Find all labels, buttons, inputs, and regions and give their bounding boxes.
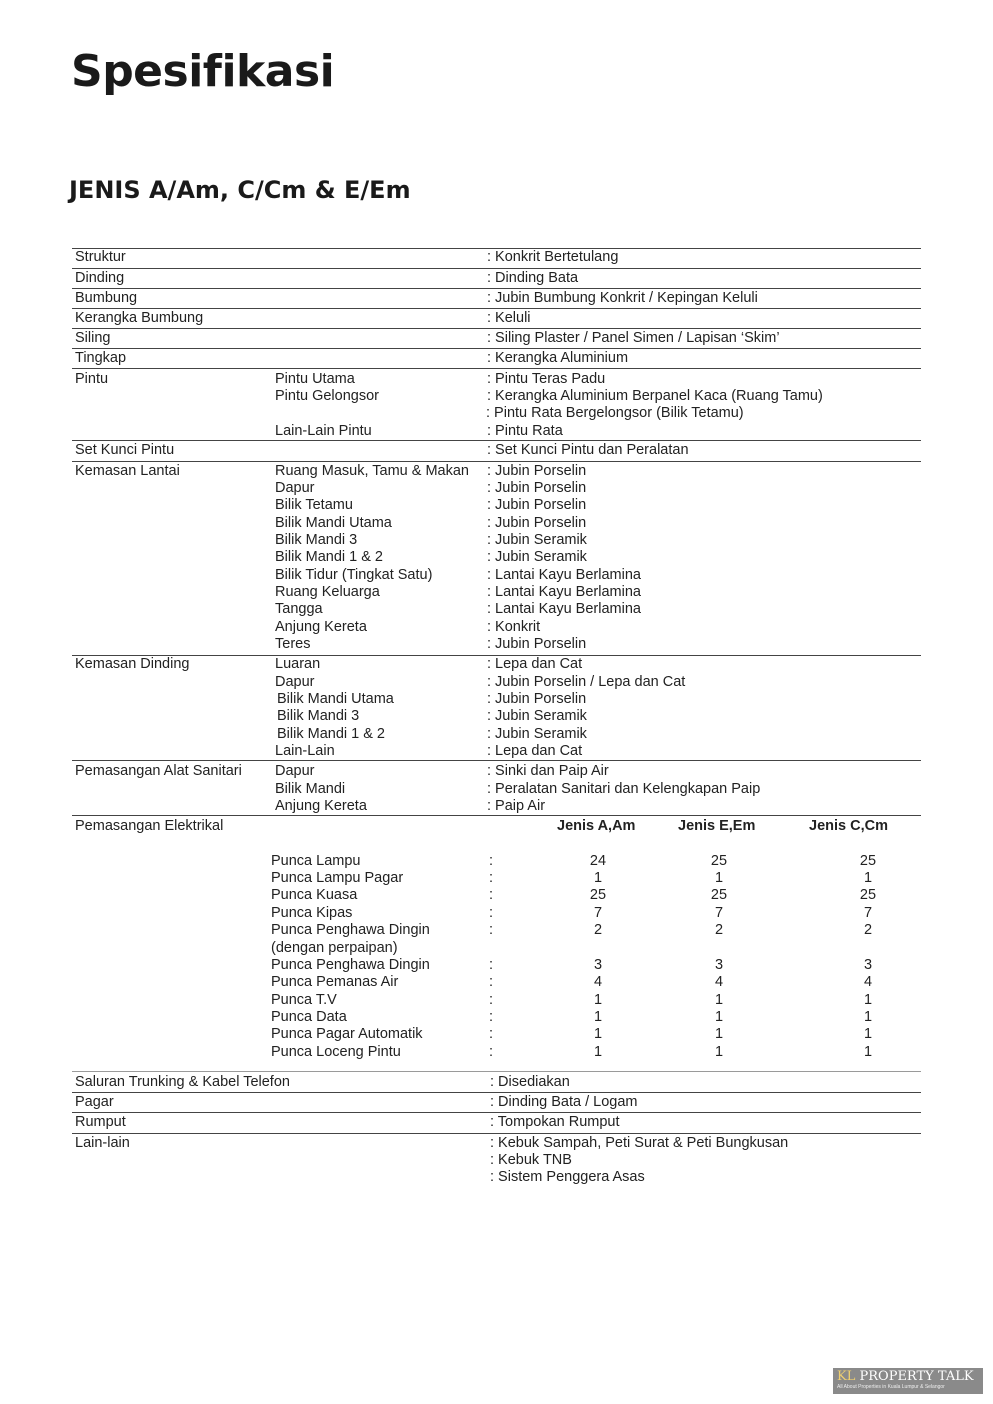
row-label-set-kunci: Set Kunci Pintu (75, 442, 175, 458)
row-divider (72, 815, 921, 816)
row-sub-label: Punca Pemanas Air (271, 974, 399, 990)
row-label-dinding: Dinding (75, 270, 125, 286)
row-value-pagar: : Dinding Bata / Logam (490, 1094, 638, 1110)
logo-kl: KL (837, 1369, 856, 1384)
row-sub-label: Teres (275, 636, 311, 652)
row-colon: : (489, 905, 494, 921)
value-jenis-c: 4 (863, 974, 873, 990)
column-header-jenis-e: Jenis E,Em (678, 818, 756, 834)
row-label-struktur: Struktur (75, 249, 126, 265)
row-sub-label: Pintu Utama (275, 371, 355, 387)
value-jenis-a: 1 (593, 1044, 603, 1060)
value-jenis-c: 1 (863, 1044, 873, 1060)
row-sub-value: : Lepa dan Cat (487, 656, 583, 672)
row-label-pagar: Pagar (75, 1094, 114, 1110)
row-sub-label: Punca Data (271, 1009, 347, 1025)
column-header-jenis-a: Jenis A,Am (557, 818, 636, 834)
row-value-bumbung: : Jubin Bumbung Konkrit / Kepingan Keluli (487, 290, 758, 306)
row-sub-label: Punca Penghawa Dingin (271, 957, 430, 973)
row-sub-value: : Jubin Seramik (487, 549, 587, 565)
row-sub-label: Dapur (275, 480, 315, 496)
row-sub-label: Lain-Lain (275, 743, 335, 759)
page-title: Spesifikasi (71, 46, 335, 97)
value-jenis-e: 25 (710, 853, 728, 869)
row-label-kemasan-dinding: Kemasan Dinding (75, 656, 190, 672)
value-jenis-a: 25 (589, 887, 607, 903)
row-sub-label: Tangga (275, 601, 323, 617)
value-jenis-a: 4 (593, 974, 603, 990)
row-colon: : (489, 992, 494, 1008)
row-sub-label: Luaran (275, 656, 321, 672)
row-divider (72, 368, 921, 369)
row-value-trunking: : Disediakan (490, 1074, 570, 1090)
row-value-rumput: : Tompokan Rumput (490, 1114, 620, 1130)
row-colon: : (489, 853, 494, 869)
row-sub-label: Punca Lampu (271, 853, 361, 869)
value-jenis-c: 1 (863, 992, 873, 1008)
row-sub-value: : Kerangka Aluminium Berpanel Kaca (Ruang Tamu) (487, 388, 823, 404)
row-sub-label: Bilik Mandi (275, 781, 346, 797)
value-jenis-e: 1 (714, 992, 724, 1008)
row-value-dinding: : Dinding Bata (487, 270, 579, 286)
row-sub-value: : Lantai Kayu Berlamina (487, 601, 641, 617)
row-sub-label: Lain-Lain Pintu (275, 423, 372, 439)
row-sub-label: Punca Kuasa (271, 887, 358, 903)
row-sub-value: : Pintu Rata (487, 423, 563, 439)
row-sub-value: : Lantai Kayu Berlamina (487, 567, 641, 583)
row-divider (72, 348, 921, 349)
row-sub-label: Bilik Mandi 3 (277, 708, 360, 724)
value-jenis-c: 1 (863, 870, 873, 886)
value-jenis-e: 1 (714, 1044, 724, 1060)
row-sub-value: : Jubin Seramik (487, 532, 587, 548)
row-sub-label: Punca Penghawa Dingin (271, 922, 430, 938)
row-sub-label: Bilik Mandi Utama (275, 515, 392, 531)
row-label-tingkap: Tingkap (75, 350, 127, 366)
row-sub-label: Bilik Mandi 3 (275, 532, 358, 548)
value-jenis-c: 25 (859, 887, 877, 903)
row-sub-value: : Pintu Rata Bergelongsor (Bilik Tetamu) (486, 405, 744, 421)
row-colon: : (489, 887, 494, 903)
row-label-trunking: Saluran Trunking & Kabel Telefon (75, 1074, 290, 1090)
row-sub-value: : Sinki dan Paip Air (487, 763, 609, 779)
row-colon: : (489, 957, 494, 973)
row-divider (72, 308, 921, 309)
kl-property-talk-logo (833, 1368, 983, 1394)
value-jenis-a: 1 (593, 870, 603, 886)
section-subtitle: JENIS A/Am, C/Cm & E/Em (69, 176, 411, 204)
row-label-rumput: Rumput (75, 1114, 126, 1130)
value-jenis-a: 1 (593, 992, 603, 1008)
row-sub-value: : Lepa dan Cat (487, 743, 583, 759)
row-sub-value: : Jubin Seramik (487, 726, 587, 742)
row-label-sanitari: Pemasangan Alat Sanitari (75, 763, 242, 779)
row-label-kemasan-lantai: Kemasan Lantai (75, 463, 180, 479)
row-sub-value: : Jubin Porselin (487, 480, 587, 496)
row-label-lain-lain: Lain-lain (75, 1135, 130, 1151)
row-sub-value: : Jubin Seramik (487, 708, 587, 724)
row-divider (72, 440, 921, 441)
value-jenis-c: 25 (859, 853, 877, 869)
row-sub-label: Bilik Mandi 1 & 2 (275, 549, 383, 565)
logo-text: PROPERTY TALK (859, 1369, 974, 1384)
value-jenis-e: 7 (714, 905, 724, 921)
row-colon: : (489, 922, 494, 938)
row-sub-value: : Konkrit (487, 619, 541, 635)
value-jenis-e: 2 (714, 922, 724, 938)
value-jenis-a: 1 (593, 1009, 603, 1025)
row-sub-value: : Jubin Porselin (487, 515, 587, 531)
row-colon: : (489, 1026, 494, 1042)
row-divider (72, 288, 921, 289)
logo-tagline: All About Properties in Kuala Lumpur & Selangor (837, 1384, 945, 1390)
row-divider (72, 1112, 921, 1113)
row-sub-label: Punca Kipas (271, 905, 353, 921)
row-sub-label: Bilik Mandi 1 & 2 (277, 726, 385, 742)
row-sub-value: : Jubin Porselin / Lepa dan Cat (487, 674, 686, 690)
row-sub-label: Anjung Kereta (275, 619, 367, 635)
row-sub-value: : Lantai Kayu Berlamina (487, 584, 641, 600)
row-sub-label: Punca Loceng Pintu (271, 1044, 401, 1060)
row-value-kerangka-bumbung: : Keluli (487, 310, 531, 326)
row-sub-label: Bilik Mandi Utama (277, 691, 394, 707)
row-label-kerangka-bumbung: Kerangka Bumbung (75, 310, 204, 326)
row-sub-value: : Kebuk Sampah, Peti Surat & Peti Bungkusan (490, 1135, 789, 1151)
row-sub-label: (dengan perpaipan) (271, 940, 398, 956)
value-jenis-c: 3 (863, 957, 873, 973)
row-value-struktur: : Konkrit Bertetulang (487, 249, 619, 265)
row-sub-label: Pintu Gelongsor (275, 388, 379, 404)
row-sub-label: Ruang Masuk, Tamu & Makan (275, 463, 469, 479)
row-sub-label: Punca Pagar Automatik (271, 1026, 423, 1042)
row-sub-label: Dapur (275, 763, 315, 779)
row-sub-label: Bilik Tidur (Tingkat Satu) (275, 567, 433, 583)
value-jenis-e: 1 (714, 1026, 724, 1042)
row-label-bumbung: Bumbung (75, 290, 138, 306)
row-value-tingkap: : Kerangka Aluminium (487, 350, 629, 366)
row-sub-label: Anjung Kereta (275, 798, 367, 814)
row-divider (72, 1133, 921, 1134)
value-jenis-a: 7 (593, 905, 603, 921)
value-jenis-e: 4 (714, 974, 724, 990)
row-divider (72, 268, 921, 269)
row-divider (72, 461, 921, 462)
value-jenis-a: 1 (593, 1026, 603, 1042)
row-value-set-kunci: : Set Kunci Pintu dan Peralatan (487, 442, 689, 458)
row-sub-value: : Jubin Porselin (487, 463, 587, 479)
value-jenis-a: 2 (593, 922, 603, 938)
value-jenis-c: 1 (863, 1009, 873, 1025)
row-sub-value: : Jubin Porselin (487, 691, 587, 707)
row-divider (72, 328, 921, 329)
value-jenis-e: 1 (714, 1009, 724, 1025)
row-label-elektrikal: Pemasangan Elektrikal (75, 818, 224, 834)
row-sub-value: : Kebuk TNB (490, 1152, 572, 1168)
value-jenis-a: 3 (593, 957, 603, 973)
row-label-siling: Siling (75, 330, 111, 346)
row-sub-label: Punca Lampu Pagar (271, 870, 404, 886)
row-value-siling: : Siling Plaster / Panel Simen / Lapisan ‘Skim’ (487, 330, 780, 346)
row-sub-label: Ruang Keluarga (275, 584, 380, 600)
row-sub-value: : Peralatan Sanitari dan Kelengkapan Paip (487, 781, 761, 797)
row-divider (72, 760, 921, 761)
value-jenis-c: 1 (863, 1026, 873, 1042)
value-jenis-e: 25 (710, 887, 728, 903)
value-jenis-a: 24 (589, 853, 607, 869)
row-sub-label: Bilik Tetamu (275, 497, 353, 513)
row-sub-value: : Sistem Penggera Asas (490, 1169, 645, 1185)
row-colon: : (489, 974, 494, 990)
row-divider (72, 1092, 921, 1093)
row-sub-value: : Jubin Porselin (487, 636, 587, 652)
row-divider (72, 1071, 921, 1072)
value-jenis-e: 1 (714, 870, 724, 886)
row-sub-label: Punca T.V (271, 992, 337, 1008)
column-header-jenis-c: Jenis C,Cm (809, 818, 888, 834)
row-colon: : (489, 1044, 494, 1060)
row-sub-value: : Jubin Porselin (487, 497, 587, 513)
row-sub-label: Dapur (275, 674, 315, 690)
row-sub-value: : Pintu Teras Padu (487, 371, 606, 387)
row-sub-value: : Paip Air (487, 798, 546, 814)
row-colon: : (489, 870, 494, 886)
value-jenis-e: 3 (714, 957, 724, 973)
value-jenis-c: 2 (863, 922, 873, 938)
value-jenis-c: 7 (863, 905, 873, 921)
row-label-pintu: Pintu (75, 371, 109, 387)
row-colon: : (489, 1009, 494, 1025)
